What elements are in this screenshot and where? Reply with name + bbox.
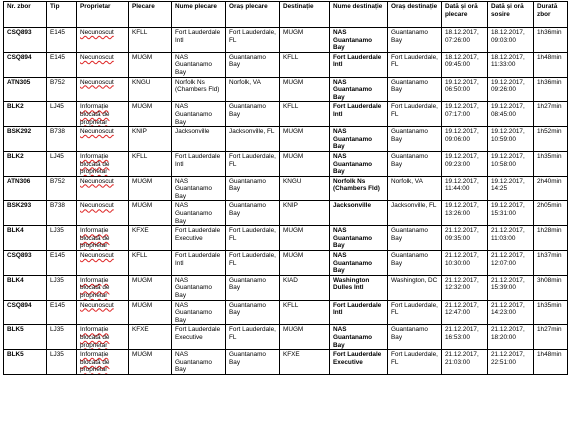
departure-name-cell: Fort Lauderdale Executive bbox=[172, 325, 226, 350]
flight-number-cell: ATN306 bbox=[4, 176, 47, 201]
destination-code-cell: KFLL bbox=[280, 102, 330, 127]
table-row bbox=[4, 151, 568, 176]
owner-cell: Necunoscut bbox=[77, 201, 129, 226]
departure-code-cell: KFLL bbox=[129, 251, 172, 276]
destination-code-cell: KNGU bbox=[280, 176, 330, 201]
flight-number-cell: BLK4 bbox=[4, 226, 47, 251]
arrival-time-cell: 19.12.2017, 10:58:00 bbox=[488, 151, 534, 176]
departure-time-cell: 19.12.2017, 07:17:00 bbox=[442, 102, 488, 127]
arrival-time-cell: 19.12.2017, 08:45:00 bbox=[488, 102, 534, 127]
header-owner: Proprietar bbox=[77, 2, 129, 28]
destination-name-cell: Fort Lauderdale Intl bbox=[330, 52, 388, 77]
departure-time-cell: 18.12.2017, 09:45:00 bbox=[442, 52, 488, 77]
flight-number-cell: BLK5 bbox=[4, 350, 47, 375]
departure-name-cell: NAS Guantanamo Bay bbox=[172, 201, 226, 226]
destination-city-cell: Fort Lauderdale, FL bbox=[388, 350, 442, 375]
header-departure-code: Plecare bbox=[129, 2, 172, 28]
table-row bbox=[4, 226, 568, 251]
destination-city-cell: Jacksonville, FL bbox=[388, 201, 442, 226]
destination-code-cell: MUGM bbox=[280, 28, 330, 53]
table-row bbox=[4, 251, 568, 276]
departure-time-cell: 19.12.2017, 11:44:00 bbox=[442, 176, 488, 201]
departure-code-cell: KFXE bbox=[129, 325, 172, 350]
departure-time-cell: 21.12.2017, 12:32:00 bbox=[442, 275, 488, 300]
destination-code-cell: MUGM bbox=[280, 325, 330, 350]
arrival-time-cell: 19.12.2017, 09:26:00 bbox=[488, 77, 534, 102]
arrival-time-cell: 19.12.2017, 10:59:00 bbox=[488, 127, 534, 152]
departure-city-cell: Guantanamo Bay bbox=[226, 350, 280, 375]
table-row bbox=[4, 300, 568, 325]
destination-city-cell: Guantanamo Bay bbox=[388, 28, 442, 53]
header-departure-name: Nume plecare bbox=[172, 2, 226, 28]
aircraft-type-cell: LJ35 bbox=[47, 275, 77, 300]
owner-cell: Informație blocată de proprietar bbox=[77, 325, 129, 350]
owner-cell: Necunoscut bbox=[77, 127, 129, 152]
destination-name-cell: NAS Guantanamo Bay bbox=[330, 251, 388, 276]
table-row bbox=[4, 28, 568, 53]
owner-cell: Necunoscut bbox=[77, 300, 129, 325]
table-row bbox=[4, 77, 568, 102]
table-row bbox=[4, 325, 568, 350]
departure-city-cell: Guantanamo Bay bbox=[226, 201, 280, 226]
departure-time-cell: 21.12.2017, 21:03:00 bbox=[442, 350, 488, 375]
departure-city-cell: Jacksonville, FL bbox=[226, 127, 280, 152]
arrival-time-cell: 19.12.2017, 14:25 bbox=[488, 176, 534, 201]
destination-city-cell: Washington, DC bbox=[388, 275, 442, 300]
header-destination-code: Destinație bbox=[280, 2, 330, 28]
header-flight-duration: Durată zbor bbox=[534, 2, 568, 28]
departure-city-cell: Fort Lauderdale, FL bbox=[226, 251, 280, 276]
aircraft-type-cell: B738 bbox=[47, 201, 77, 226]
arrival-time-cell: 21.12.2017, 14:23:00 bbox=[488, 300, 534, 325]
departure-name-cell: NAS Guantanamo Bay bbox=[172, 275, 226, 300]
destination-city-cell: Guantanamo Bay bbox=[388, 226, 442, 251]
destination-city-cell: Guantanamo Bay bbox=[388, 151, 442, 176]
table-row bbox=[4, 350, 568, 375]
duration-cell: 1h52min bbox=[534, 127, 568, 152]
destination-city-cell: Guantanamo Bay bbox=[388, 251, 442, 276]
departure-time-cell: 18.12.2017, 07:26:00 bbox=[442, 28, 488, 53]
duration-cell: 1h48min bbox=[534, 350, 568, 375]
departure-time-cell: 21.12.2017, 10:30:00 bbox=[442, 251, 488, 276]
aircraft-type-cell: E145 bbox=[47, 251, 77, 276]
departure-code-cell: KNIP bbox=[129, 127, 172, 152]
duration-cell: 1h36min bbox=[534, 28, 568, 53]
departure-name-cell: Norfolk Ns (Chambers Fld) bbox=[172, 77, 226, 102]
table-row bbox=[4, 127, 568, 152]
arrival-time-cell: 21.12.2017, 18:20:00 bbox=[488, 325, 534, 350]
departure-code-cell: KFXE bbox=[129, 226, 172, 251]
owner-cell: Informație blocată de proprietar bbox=[77, 226, 129, 251]
departure-name-cell: NAS Guantanamo Bay bbox=[172, 350, 226, 375]
departure-code-cell: KNGU bbox=[129, 77, 172, 102]
destination-city-cell: Fort Lauderdale, FL bbox=[388, 52, 442, 77]
departure-code-cell: MUGM bbox=[129, 102, 172, 127]
departure-city-cell: Fort Lauderdale, FL bbox=[226, 28, 280, 53]
arrival-time-cell: 21.12.2017, 22:51:00 bbox=[488, 350, 534, 375]
header-flight-number: Nr. zbor bbox=[4, 2, 47, 28]
departure-city-cell: Fort Lauderdale, FL bbox=[226, 226, 280, 251]
duration-cell: 2h05min bbox=[534, 201, 568, 226]
flight-number-cell: BLK5 bbox=[4, 325, 47, 350]
owner-cell: Informație blocată de proprietar bbox=[77, 151, 129, 176]
departure-code-cell: MUGM bbox=[129, 275, 172, 300]
header-departure-city: Oraș plecare bbox=[226, 2, 280, 28]
departure-time-cell: 19.12.2017, 09:23:00 bbox=[442, 151, 488, 176]
destination-city-cell: Fort Lauderdale, FL bbox=[388, 102, 442, 127]
table-row bbox=[4, 102, 568, 127]
table-row bbox=[4, 275, 568, 300]
arrival-time-cell: 21.12.2017, 11:03:00 bbox=[488, 226, 534, 251]
destination-code-cell: KFLL bbox=[280, 52, 330, 77]
departure-city-cell: Guantanamo Bay bbox=[226, 176, 280, 201]
departure-code-cell: MUGM bbox=[129, 300, 172, 325]
duration-cell: 1h35min bbox=[534, 300, 568, 325]
departure-code-cell: MUGM bbox=[129, 176, 172, 201]
departure-name-cell: NAS Guantanamo Bay bbox=[172, 102, 226, 127]
destination-code-cell: KNIP bbox=[280, 201, 330, 226]
aircraft-type-cell: E145 bbox=[47, 52, 77, 77]
destination-name-cell: Norfolk Ns (Chambers Fld) bbox=[330, 176, 388, 201]
departure-city-cell: Fort Lauderdale, FL bbox=[226, 325, 280, 350]
flights-table bbox=[3, 1, 568, 375]
flight-number-cell: BSK293 bbox=[4, 201, 47, 226]
aircraft-type-cell: B738 bbox=[47, 127, 77, 152]
duration-cell: 1h48min bbox=[534, 52, 568, 77]
duration-cell: 1h37min bbox=[534, 251, 568, 276]
departure-city-cell: Guantanamo Bay bbox=[226, 102, 280, 127]
destination-name-cell: Fort Lauderdale Intl bbox=[330, 300, 388, 325]
departure-city-cell: Fort Lauderdale, FL bbox=[226, 151, 280, 176]
flight-number-cell: CSQ894 bbox=[4, 52, 47, 77]
departure-time-cell: 19.12.2017, 13:26:00 bbox=[442, 201, 488, 226]
departure-time-cell: 21.12.2017, 12:47:00 bbox=[442, 300, 488, 325]
departure-code-cell: MUGM bbox=[129, 350, 172, 375]
departure-time-cell: 21.12.2017, 09:35:00 bbox=[442, 226, 488, 251]
departure-time-cell: 19.12.2017, 06:50:00 bbox=[442, 77, 488, 102]
flight-number-cell: CSQ893 bbox=[4, 28, 47, 53]
destination-name-cell: NAS Guantanamo Bay bbox=[330, 77, 388, 102]
departure-city-cell: Guantanamo Bay bbox=[226, 300, 280, 325]
header-aircraft-type: Tip bbox=[47, 2, 77, 28]
departure-city-cell: Guantanamo Bay bbox=[226, 275, 280, 300]
header-destination-city: Oraș destinație bbox=[388, 2, 442, 28]
owner-cell: Necunoscut bbox=[77, 176, 129, 201]
departure-code-cell: KFLL bbox=[129, 28, 172, 53]
destination-name-cell: NAS Guantanamo Bay bbox=[330, 226, 388, 251]
destination-code-cell: MUGM bbox=[280, 127, 330, 152]
destination-name-cell: Jacksonville bbox=[330, 201, 388, 226]
aircraft-type-cell: LJ35 bbox=[47, 226, 77, 251]
aircraft-type-cell: B752 bbox=[47, 176, 77, 201]
duration-cell: 2h40min bbox=[534, 176, 568, 201]
destination-code-cell: KFLL bbox=[280, 300, 330, 325]
destination-name-cell: NAS Guantanamo Bay bbox=[330, 325, 388, 350]
flight-number-cell: BLK2 bbox=[4, 151, 47, 176]
departure-name-cell: Fort Lauderdale Intl bbox=[172, 251, 226, 276]
destination-name-cell: NAS Guantanamo Bay bbox=[330, 127, 388, 152]
duration-cell: 1h27min bbox=[534, 102, 568, 127]
departure-time-cell: 19.12.2017, 09:06:00 bbox=[442, 127, 488, 152]
departure-name-cell: Jacksonville bbox=[172, 127, 226, 152]
table-row bbox=[4, 201, 568, 226]
owner-cell: Informație blocată de proprietar bbox=[77, 275, 129, 300]
destination-name-cell: NAS Guantanamo Bay bbox=[330, 28, 388, 53]
aircraft-type-cell: B752 bbox=[47, 77, 77, 102]
departure-name-cell: Fort Lauderdale Executive bbox=[172, 226, 226, 251]
departure-name-cell: Fort Lauderdale Intl bbox=[172, 151, 226, 176]
owner-cell: Necunoscut bbox=[77, 52, 129, 77]
aircraft-type-cell: LJ35 bbox=[47, 325, 77, 350]
departure-code-cell: MUGM bbox=[129, 201, 172, 226]
departure-code-cell: KFLL bbox=[129, 151, 172, 176]
flight-number-cell: BLK2 bbox=[4, 102, 47, 127]
owner-cell: Necunoscut bbox=[77, 28, 129, 53]
destination-city-cell: Guantanamo Bay bbox=[388, 77, 442, 102]
destination-name-cell: Fort Lauderdale Intl bbox=[330, 102, 388, 127]
aircraft-type-cell: LJ45 bbox=[47, 102, 77, 127]
destination-code-cell: MUGM bbox=[280, 77, 330, 102]
departure-time-cell: 21.12.2017, 16:53:00 bbox=[442, 325, 488, 350]
table-row bbox=[4, 176, 568, 201]
duration-cell: 1h27min bbox=[534, 325, 568, 350]
destination-city-cell: Guantanamo Bay bbox=[388, 325, 442, 350]
arrival-time-cell: 21.12.2017, 12:07:00 bbox=[488, 251, 534, 276]
departure-name-cell: Fort Lauderdale Intl bbox=[172, 28, 226, 53]
aircraft-type-cell: LJ45 bbox=[47, 151, 77, 176]
departure-name-cell: NAS Guantanamo Bay bbox=[172, 176, 226, 201]
departure-city-cell: Norfolk, VA bbox=[226, 77, 280, 102]
aircraft-type-cell: LJ35 bbox=[47, 350, 77, 375]
destination-code-cell: KFXE bbox=[280, 350, 330, 375]
header-row bbox=[4, 2, 568, 28]
destination-name-cell: Fort Lauderdale Executive bbox=[330, 350, 388, 375]
duration-cell: 1h35min bbox=[534, 151, 568, 176]
arrival-time-cell: 19.12.2017, 15:31:00 bbox=[488, 201, 534, 226]
destination-code-cell: MUGM bbox=[280, 226, 330, 251]
flight-number-cell: CSQ893 bbox=[4, 251, 47, 276]
owner-cell: Informație blocată de proprietar bbox=[77, 102, 129, 127]
header-arrival-time: Dată și oră sosire bbox=[488, 2, 534, 28]
owner-cell: Necunoscut bbox=[77, 77, 129, 102]
arrival-time-cell: 18.12.2017, 11:33:00 bbox=[488, 52, 534, 77]
destination-city-cell: Norfolk, VA bbox=[388, 176, 442, 201]
departure-name-cell: NAS Guantanamo Bay bbox=[172, 52, 226, 77]
departure-code-cell: MUGM bbox=[129, 52, 172, 77]
aircraft-type-cell: E145 bbox=[47, 300, 77, 325]
flight-number-cell: BLK4 bbox=[4, 275, 47, 300]
departure-name-cell: NAS Guantanamo Bay bbox=[172, 300, 226, 325]
header-destination-name: Nume destinație bbox=[330, 2, 388, 28]
destination-city-cell: Guantanamo Bay bbox=[388, 127, 442, 152]
destination-code-cell: MUGM bbox=[280, 251, 330, 276]
flight-number-cell: ATN305 bbox=[4, 77, 47, 102]
destination-code-cell: KIAD bbox=[280, 275, 330, 300]
owner-cell: Necunoscut bbox=[77, 251, 129, 276]
duration-cell: 1h36min bbox=[534, 77, 568, 102]
duration-cell: 3h08min bbox=[534, 275, 568, 300]
destination-name-cell: Washington Dulles Intl bbox=[330, 275, 388, 300]
duration-cell: 1h28min bbox=[534, 226, 568, 251]
table-row bbox=[4, 52, 568, 77]
owner-cell: Informație blocată de proprietar bbox=[77, 350, 129, 375]
header-departure-time: Dată și oră plecare bbox=[442, 2, 488, 28]
arrival-time-cell: 18.12.2017, 09:03:00 bbox=[488, 28, 534, 53]
destination-name-cell: NAS Guantanamo Bay bbox=[330, 151, 388, 176]
flight-number-cell: BSK292 bbox=[4, 127, 47, 152]
destination-code-cell: MUGM bbox=[280, 151, 330, 176]
departure-city-cell: Guantanamo Bay bbox=[226, 52, 280, 77]
destination-city-cell: Fort Lauderdale, FL bbox=[388, 300, 442, 325]
arrival-time-cell: 21.12.2017, 15:39:00 bbox=[488, 275, 534, 300]
aircraft-type-cell: E145 bbox=[47, 28, 77, 53]
flight-number-cell: CSQ894 bbox=[4, 300, 47, 325]
